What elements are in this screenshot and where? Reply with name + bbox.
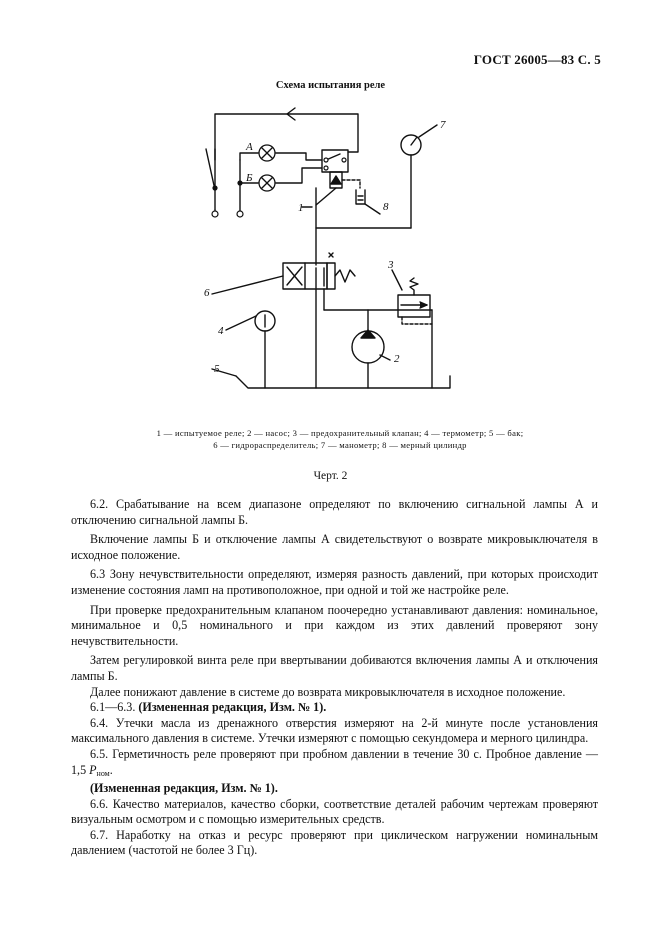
lamp-b-label: Б <box>246 172 253 184</box>
pressure-symbol: P <box>89 762 97 777</box>
part-label-7: 7 <box>440 119 446 131</box>
part-label-2: 2 <box>394 353 400 365</box>
figure-title: Схема испытания реле <box>275 80 386 91</box>
paragraph: 6.4. Утечки масла из дренажного отверстия измеряют на 2-й минуте после установления максимального давления в системе. Утечки измеряют с помощью секундомера и мерного цилиндра. <box>71 715 598 746</box>
body-text <box>71 497 598 859</box>
paragraph <box>71 781 598 797</box>
paragraph: Далее понижают давление в системе до возврата микровыключателя в исходное положение. <box>90 684 566 699</box>
part-label-3: 3 <box>388 259 394 271</box>
clause-range: 6.1—6.3. <box>90 700 136 715</box>
paragraph: 6.6. Качество материалов, качество сборки, соответствие деталей рабочим чертежам проверяют визуальным осмотром и с помощью измерительных средств. <box>71 796 598 827</box>
lamp-a-label: А <box>246 141 253 153</box>
caption-line-1: 1 — испытуемое реле; 2 — насос; 3 — предохранительный клапан; 4 — термометр; 5 — бак; <box>156 428 524 438</box>
figure-caption <box>80 428 600 451</box>
test-scheme-diagram <box>0 0 661 420</box>
amendment-note: (Измененная редакция, Изм. № 1). <box>138 700 327 715</box>
paragraph: 6.2. Срабатывание на всем диапазоне определяют по включению сигнальной лампы А и отключению сигнальной лампы Б. <box>71 497 598 527</box>
figure-number: Черт. 2 <box>313 470 348 482</box>
pressure-end: . <box>109 762 113 777</box>
part-label-4: 4 <box>218 325 224 337</box>
paragraph: Включение лампы Б и отключение лампы А свидетельствуют о возврате микровыключателя в исходное положение. <box>71 532 598 562</box>
paragraph: Затем регулировкой винта реле при ввертывании добиваются включения лампы А и отключения лампы Б. <box>71 653 598 683</box>
paragraph: 6.7. Наработку на отказ и ресурс проверяют при циклическом нагружении номинальным давлением (частотой не более 3 Гц). <box>71 827 598 858</box>
pressure-subscript: ном <box>96 768 110 778</box>
paragraph <box>71 747 598 781</box>
caption-line-2: 6 — гидрораспределитель; 7 — манометр; 8 — мерный цилиндр <box>213 439 467 450</box>
part-label-5: 5 <box>214 363 220 375</box>
pressure-text: 6.5. Герметичность реле проверяют при пробном давлении в течение 30 с. Пробное давление — 1,5 <box>71 746 598 777</box>
paragraph: 6.3 Зону нечувствительности определяют, измеряя разность давлений, при которых происходит изменение состояния ламп на противоположное, при одной и той же настройке реле. <box>71 567 598 597</box>
part-label-1: 1 <box>298 202 304 214</box>
part-label-6: 6 <box>204 287 210 299</box>
page-header: ГОСТ 26005—83 С. 5 <box>473 52 601 67</box>
paragraph <box>71 700 598 716</box>
paragraph: При проверке предохранительным клапаном поочередно устанавливают давления: номинальное, минимальное и 0,5 номинального и при каждом из этих давлений проверяют зону нечувствительности. <box>71 602 598 648</box>
amendment-note: (Измененная редакция, Изм. № 1). <box>90 781 278 796</box>
part-label-8: 8 <box>383 201 389 213</box>
